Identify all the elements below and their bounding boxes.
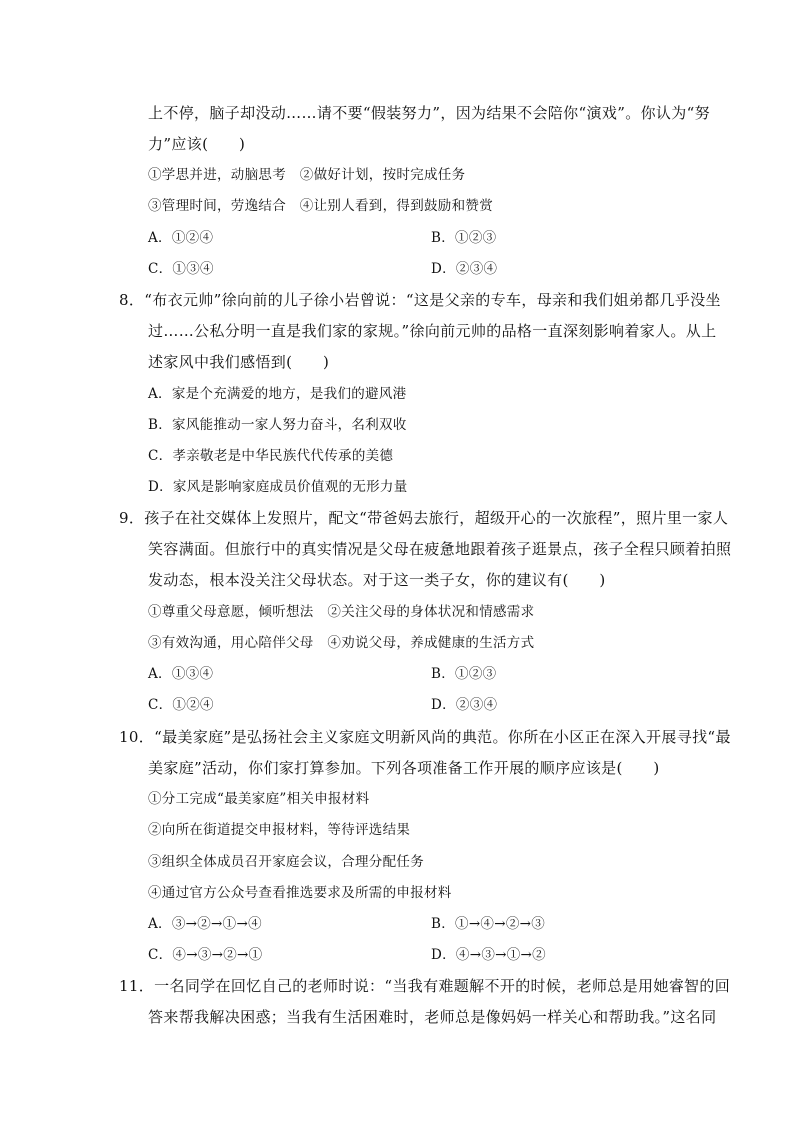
q7-option-d: D．②③④ (431, 261, 498, 277)
q10-statement-1: ①分工完成“最美家庭”相关申报材料 (148, 791, 370, 807)
q11-stem-line-1: 11．一名同学在回忆自己的老师时说：“当我有难题解不开的时候，老师总是用她睿智的回 (119, 977, 731, 995)
q8-option-d: D．家风是影响家庭成员价值观的无形力量 (148, 479, 408, 495)
q9-option-c: C．①②④ (148, 697, 214, 713)
q8-stem-line-2: 过……公私分明一直是我们家的家规。”徐向前元帅的品格一直深刻影响着家人。从上 (148, 322, 717, 340)
q7-continuation-line-2: 力”应该( ) (148, 135, 246, 153)
q7-statement-1: ①学思并进，动脑思考 ②做好计划，按时完成任务 (148, 167, 466, 183)
q10-stem-line-1: 10．“最美家庭”是弘扬社会主义家庭文明新风尚的典范。你所在小区正在深入开展寻找“最 (119, 728, 731, 746)
q7-option-b: B．①②③ (431, 230, 497, 246)
q10-statement-3: ③组织全体成员召开家庭会议，合理分配任务 (148, 854, 424, 870)
q9-statement-2: ③有效沟通，用心陪伴父母 ④劝说父母，养成健康的生活方式 (148, 635, 535, 651)
q9-stem-line-3: 发动态，根本没关注父母状态。对于这一类子女，你的建议有( ) (148, 571, 606, 589)
q8-option-b: B．家风能推动一家人努力奋斗，名利双收 (148, 417, 407, 433)
q9-option-b: B．①②③ (431, 666, 497, 682)
q11-stem-line-2: 答来帮我解决困惑；当我有生活困难时，老师总是像妈妈一样关心和帮助我。”这名同 (148, 1008, 717, 1026)
q10-stem-line-2: 美家庭”活动，你们家打算参加。下列各项准备工作开展的顺序应该是( ) (148, 759, 660, 777)
q10-option-a: A．③→②→①→④ (148, 916, 262, 932)
q8-stem-line-1: 8．“布衣元帅”徐向前的儿子徐小岩曾说：“这是父亲的专车，母亲和我们姐弟都几乎没坐 (119, 291, 721, 309)
q9-statement-1: ①尊重父母意愿，倾听想法 ②关注父母的身体状况和情感需求 (148, 604, 535, 620)
q9-option-a: A．①③④ (148, 666, 214, 682)
q10-option-b: B．①→④→②→③ (431, 916, 546, 932)
q9-option-d: D．②③④ (431, 697, 498, 713)
q9-stem-line-2: 笑容满面。但旅行中的真实情况是父母在疲惫地跟着孩子逛景点，孩子全程只顾着拍照 (148, 540, 732, 558)
q10-option-d: D．④→③→①→② (431, 947, 546, 963)
q7-continuation-line-1: 上不停，脑子却没动……请不要“假装努力”，因为结果不会陪你“演戏”。你认为“努 (148, 104, 710, 122)
q7-statement-2: ③管理时间，劳逸结合 ④让别人看到，得到鼓励和赞赏 (148, 198, 493, 214)
q10-statement-2: ②向所在街道提交申报材料，等待评选结果 (148, 822, 411, 838)
q10-statement-4: ④通过官方公众号查看推选要求及所需的申报材料 (148, 885, 452, 901)
q8-stem-line-3: 述家风中我们感悟到( ) (148, 353, 330, 371)
q8-option-c: C．孝亲敬老是中华民族代代传承的美德 (148, 448, 394, 464)
q10-option-c: C．④→③→②→① (148, 947, 263, 963)
q7-option-a: A．①②④ (148, 230, 214, 246)
q7-option-c: C．①③④ (148, 261, 214, 277)
q9-stem-line-1: 9．孩子在社交媒体上发照片，配文“带爸妈去旅行，超级开心的一次旅程”，照片里一家人 (119, 509, 729, 527)
q8-option-a: A．家是个充满爱的地方，是我们的避风港 (148, 386, 407, 402)
